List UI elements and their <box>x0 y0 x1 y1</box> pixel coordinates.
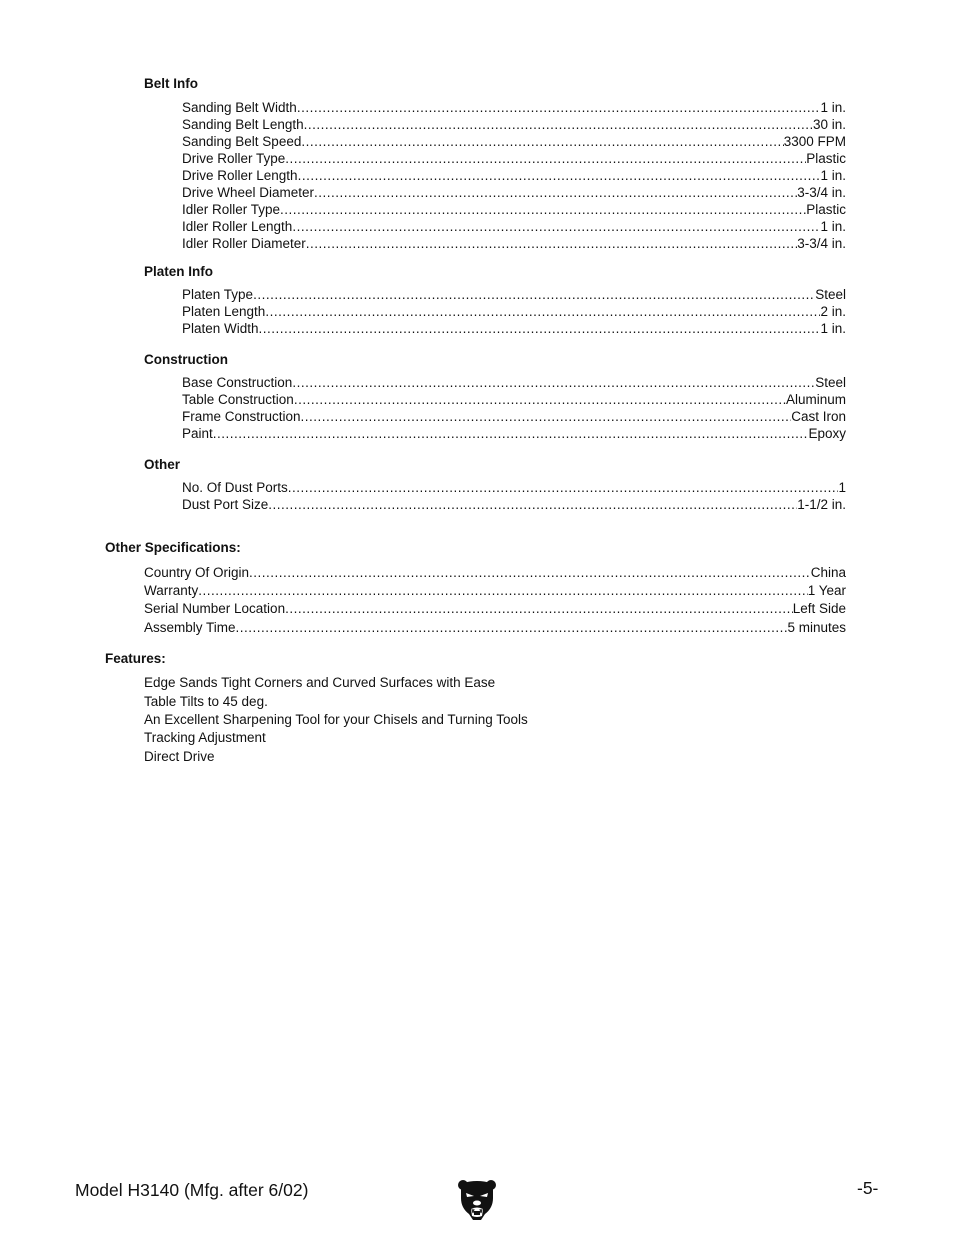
spec-value: China <box>810 565 846 580</box>
leader-dots <box>285 151 806 166</box>
section-heading-other: Other <box>144 457 181 472</box>
leader-dots <box>304 117 813 132</box>
spec-value: 3300 FPM <box>783 134 846 149</box>
spec-label: Warranty <box>144 583 199 598</box>
footer-model-label: Model H3140 (Mfg. after 6/02) <box>75 1180 309 1200</box>
spec-value: Epoxy <box>808 426 846 441</box>
spec-value: Plastic <box>806 202 846 217</box>
leader-dots <box>249 565 811 580</box>
leader-dots <box>292 219 820 234</box>
spec-label: Assembly Time <box>144 620 236 635</box>
spec-label: Table Construction <box>182 392 294 407</box>
spec-row-sanding-belt-width <box>182 100 846 115</box>
page-number: -5- <box>857 1178 879 1198</box>
spec-label: Sanding Belt Width <box>182 100 297 115</box>
feature-item: Direct Drive <box>144 749 215 764</box>
leader-dots <box>268 497 797 512</box>
spec-row-assembly-time <box>144 620 846 635</box>
spec-value: 1 in. <box>820 100 846 115</box>
spec-label: Platen Width <box>182 321 259 336</box>
leader-dots <box>236 620 788 635</box>
spec-label: No. Of Dust Ports <box>182 480 288 495</box>
spec-row-warranty <box>144 583 846 598</box>
spec-value: 5 minutes <box>787 620 846 635</box>
spec-value: 1-1/2 in. <box>797 497 846 512</box>
spec-row-dust-ports <box>182 480 846 495</box>
spec-label: Frame Construction <box>182 409 301 424</box>
spec-label: Drive Roller Type <box>182 151 286 166</box>
spec-value: Aluminum <box>785 392 846 407</box>
spec-label: Dust Port Size <box>182 497 269 512</box>
leader-dots <box>301 409 792 424</box>
leader-dots <box>292 375 815 390</box>
bear-head-logo-icon <box>457 1178 497 1222</box>
spec-label: Idler Roller Diameter <box>182 236 306 251</box>
spec-value: 1 in. <box>820 321 846 336</box>
leader-dots <box>306 236 797 251</box>
leader-dots <box>297 100 821 115</box>
leader-dots <box>288 480 839 495</box>
spec-label: Drive Roller Length <box>182 168 298 183</box>
spec-row-drive-wheel-diameter <box>182 185 846 200</box>
section-heading-platen-info: Platen Info <box>144 264 214 279</box>
spec-value: 1 <box>838 480 846 495</box>
spec-row-sanding-belt-length <box>182 117 846 132</box>
spec-row-drive-roller-type <box>182 151 846 166</box>
feature-item: An Excellent Sharpening Tool for your Chisels and Turning Tools <box>144 712 528 727</box>
spec-row-idler-roller-type <box>182 202 846 217</box>
spec-label: Base Construction <box>182 375 293 390</box>
spec-value: 3-3/4 in. <box>797 185 846 200</box>
leader-dots <box>301 134 783 149</box>
feature-item: Table Tilts to 45 deg. <box>144 694 268 709</box>
section-heading-construction: Construction <box>144 352 228 367</box>
leader-dots <box>265 304 820 319</box>
spec-row-dust-port-size <box>182 497 846 512</box>
spec-row-sanding-belt-speed <box>182 134 846 149</box>
leader-dots <box>253 287 815 302</box>
spec-value: 1 Year <box>807 583 846 598</box>
feature-item: Edge Sands Tight Corners and Curved Surfaces with Ease <box>144 675 496 690</box>
leader-dots <box>314 185 797 200</box>
spec-value: 3-3/4 in. <box>797 236 846 251</box>
spec-row-platen-width <box>182 321 846 336</box>
section-heading-features: Features: <box>105 651 166 666</box>
spec-row-paint <box>182 426 846 441</box>
spec-row-country-of-origin <box>144 565 846 580</box>
spec-row-platen-type <box>182 287 846 302</box>
spec-row-drive-roller-length <box>182 168 846 183</box>
spec-value: Plastic <box>806 151 846 166</box>
spec-row-idler-roller-diameter <box>182 236 846 251</box>
spec-value: 30 in. <box>812 117 846 132</box>
spec-row-table-construction <box>182 392 846 407</box>
spec-value: Left Side <box>792 601 846 616</box>
spec-value: 2 in. <box>820 304 846 319</box>
spec-row-platen-length <box>182 304 846 319</box>
spec-label: Country Of Origin <box>144 565 250 580</box>
spec-row-frame-construction <box>182 409 846 424</box>
spec-label: Sanding Belt Speed <box>182 134 302 149</box>
spec-label: Idler Roller Type <box>182 202 281 217</box>
leader-dots <box>213 426 809 441</box>
spec-value: 1 in. <box>820 219 846 234</box>
section-heading-belt-info: Belt Info <box>144 76 198 91</box>
spec-row-idler-roller-length <box>182 219 846 234</box>
spec-value: Steel <box>815 375 846 390</box>
leader-dots <box>198 583 807 598</box>
spec-label: Platen Length <box>182 304 266 319</box>
leader-dots <box>280 202 806 217</box>
spec-row-base-construction <box>182 375 846 390</box>
feature-item: Tracking Adjustment <box>144 730 266 745</box>
spec-label: Serial Number Location <box>144 601 286 616</box>
section-heading-other-specifications: Other Specifications: <box>105 540 241 555</box>
spec-label: Drive Wheel Diameter <box>182 185 315 200</box>
spec-label: Sanding Belt Length <box>182 117 304 132</box>
leader-dots <box>294 392 786 407</box>
spec-value: 1 in. <box>820 168 846 183</box>
leader-dots <box>285 601 793 616</box>
leader-dots <box>298 168 821 183</box>
leader-dots <box>259 321 821 336</box>
spec-label: Idler Roller Length <box>182 219 293 234</box>
spec-value: Cast Iron <box>791 409 846 424</box>
spec-label: Platen Type <box>182 287 254 302</box>
spec-row-serial-number-location <box>144 601 846 616</box>
spec-value: Steel <box>815 287 846 302</box>
spec-label: Paint <box>182 426 213 441</box>
